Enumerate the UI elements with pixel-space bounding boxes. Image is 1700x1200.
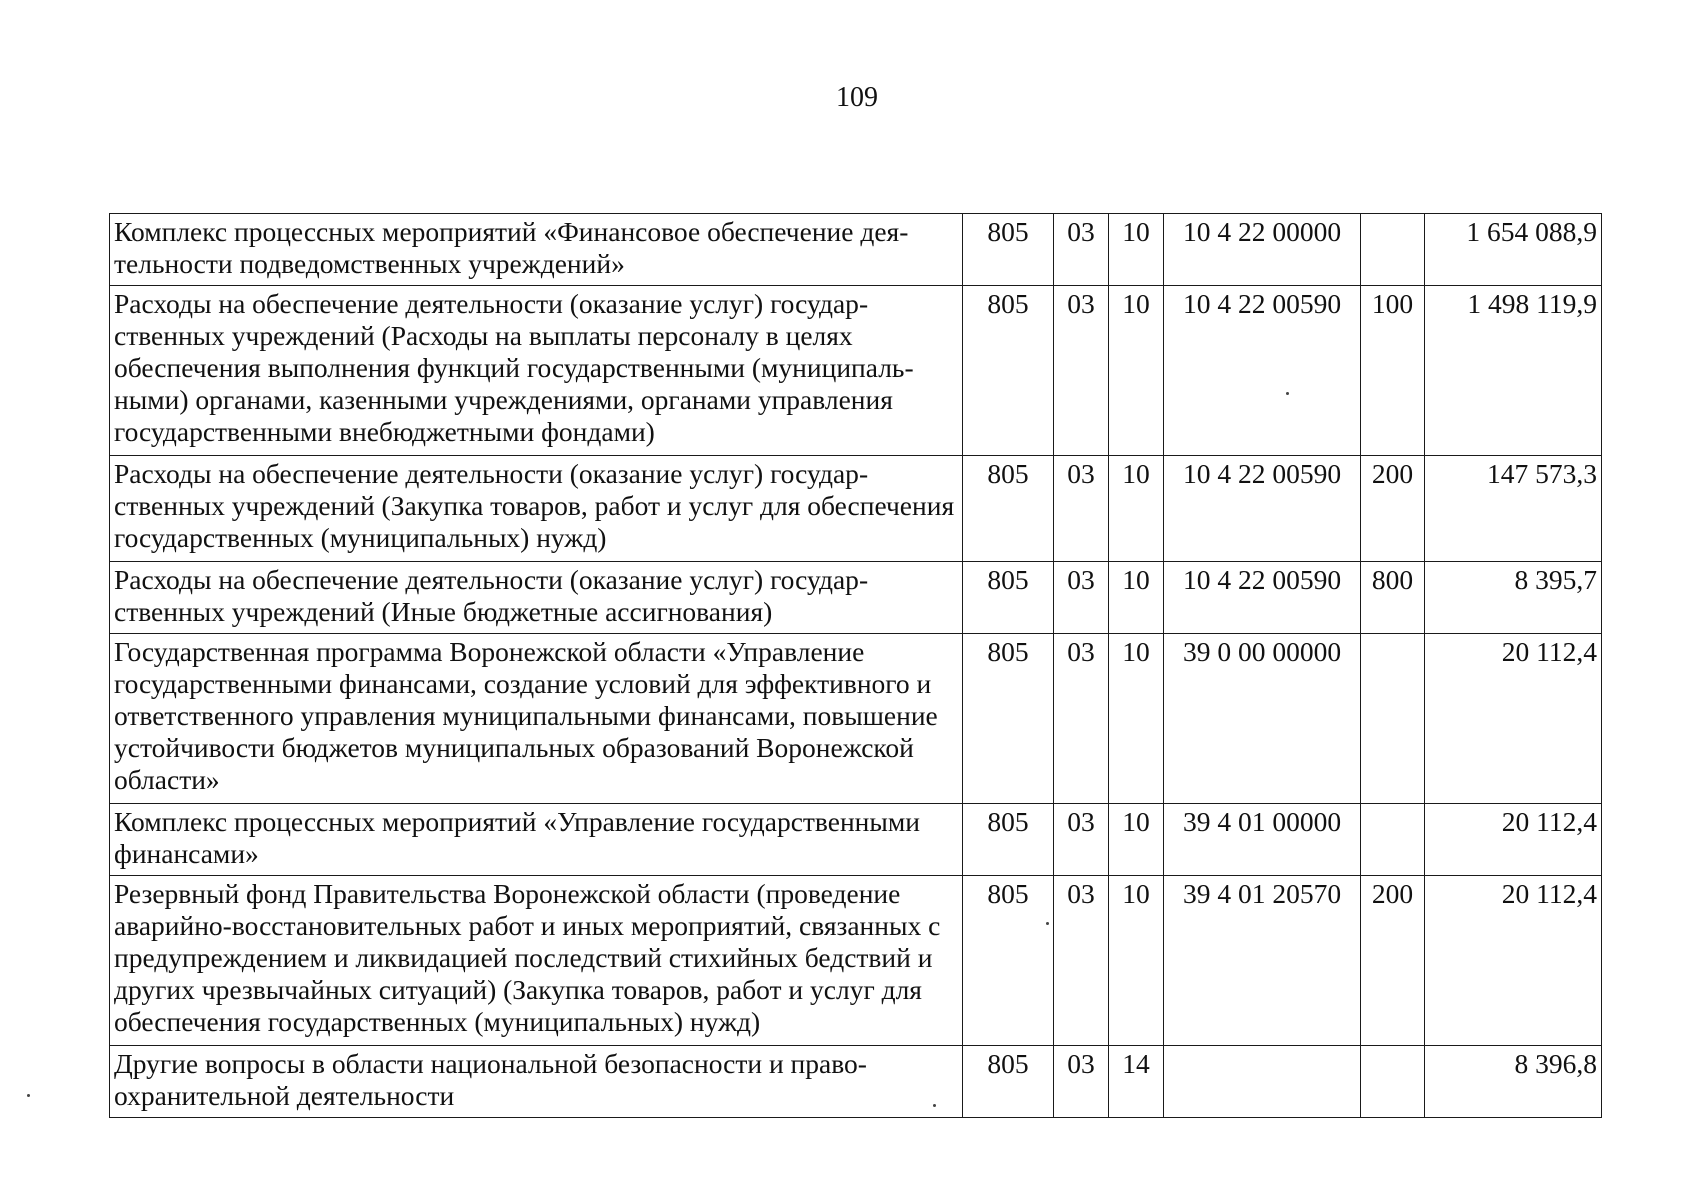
scan-speck [1286, 392, 1289, 395]
table-row [110, 214, 1602, 286]
row-name-cell: Другие вопросы в области национальной безопасности и правоохранительной деятельности [110, 1046, 963, 1118]
section-code-cell: 03 [1054, 286, 1109, 456]
budget-table-body [110, 214, 1602, 1118]
row-name-cell: Расходы на обеспечение деятельности (оказание услуг) государственных учреждений (Расходы на выплаты персоналу в целях обеспечения выполнения функций государственными (муниципальными) органами, казенными учреждениями, органами управления государственными внебюджетными фондами) [110, 286, 963, 456]
target-article-cell [1164, 1046, 1361, 1118]
subsection-code-cell: 10 [1109, 286, 1164, 456]
table-row [110, 804, 1602, 876]
section-code-cell: 03 [1054, 456, 1109, 562]
expense-type-cell [1361, 804, 1425, 876]
table-row [110, 876, 1602, 1046]
scan-speck [933, 1104, 936, 1107]
table-row [110, 634, 1602, 804]
table-row [110, 286, 1602, 456]
row-name-cell: Расходы на обеспечение деятельности (оказание услуг) государственных учреждений (Иные бюджетные ассигнования) [110, 562, 963, 634]
expense-type-cell: 100 [1361, 286, 1425, 456]
target-article-cell: 10 4 22 00590 [1164, 286, 1361, 456]
ministry-code-cell: 805 [963, 1046, 1054, 1118]
scan-speck [27, 1094, 30, 1097]
target-article-cell: 10 4 22 00000 [1164, 214, 1361, 286]
amount-cell: 20 112,4 [1425, 876, 1602, 1046]
amount-cell: 20 112,4 [1425, 804, 1602, 876]
expense-type-cell [1361, 1046, 1425, 1118]
section-code-cell: 03 [1054, 562, 1109, 634]
subsection-code-cell: 14 [1109, 1046, 1164, 1118]
amount-cell: 1 654 088,9 [1425, 214, 1602, 286]
expense-type-cell: 200 [1361, 456, 1425, 562]
row-name-cell: Расходы на обеспечение деятельности (оказание услуг) государственных учреждений (Закупка товаров, работ и услуг для обеспечения государственных (муниципальных) нужд) [110, 456, 963, 562]
table-row [110, 562, 1602, 634]
row-name-cell: Государственная программа Воронежской области «Управление государственными финансами, создание условий для эффективного и ответственного управления муниципальными финансами, повышение устойчивости бюджетов муниципальных образований Воронежской области» [110, 634, 963, 804]
target-article-cell: 10 4 22 00590 [1164, 456, 1361, 562]
amount-cell: 8 396,8 [1425, 1046, 1602, 1118]
ministry-code-cell: 805 [963, 214, 1054, 286]
table-row [110, 456, 1602, 562]
subsection-code-cell: 10 [1109, 804, 1164, 876]
target-article-cell: 39 0 00 00000 [1164, 634, 1361, 804]
subsection-code-cell: 10 [1109, 634, 1164, 804]
ministry-code-cell: 805 [963, 804, 1054, 876]
ministry-code-cell: 805 [963, 562, 1054, 634]
section-code-cell: 03 [1054, 876, 1109, 1046]
ministry-code-cell: 805 [963, 286, 1054, 456]
target-article-cell: 39 4 01 00000 [1164, 804, 1361, 876]
scan-speck [1046, 922, 1049, 925]
ministry-code-cell: 805 [963, 876, 1054, 1046]
target-article-cell: 39 4 01 20570 [1164, 876, 1361, 1046]
expense-type-cell [1361, 634, 1425, 804]
expense-type-cell: 200 [1361, 876, 1425, 1046]
target-article-cell: 10 4 22 00590 [1164, 562, 1361, 634]
table-row [110, 1046, 1602, 1118]
ministry-code-cell: 805 [963, 634, 1054, 804]
section-code-cell: 03 [1054, 1046, 1109, 1118]
subsection-code-cell: 10 [1109, 876, 1164, 1046]
section-code-cell: 03 [1054, 804, 1109, 876]
amount-cell: 1 498 119,9 [1425, 286, 1602, 456]
ministry-code-cell: 805 [963, 456, 1054, 562]
amount-cell: 20 112,4 [1425, 634, 1602, 804]
row-name-cell: Комплекс процессных мероприятий «Управление государственными финансами» [110, 804, 963, 876]
budget-table [109, 213, 1602, 1118]
subsection-code-cell: 10 [1109, 456, 1164, 562]
expense-type-cell [1361, 214, 1425, 286]
row-name-cell: Комплекс процессных мероприятий «Финансовое обеспечение деятельности подведомственных учреждений» [110, 214, 963, 286]
section-code-cell: 03 [1054, 214, 1109, 286]
section-code-cell: 03 [1054, 634, 1109, 804]
amount-cell: 147 573,3 [1425, 456, 1602, 562]
expense-type-cell: 800 [1361, 562, 1425, 634]
row-name-cell: Резервный фонд Правительства Воронежской области (проведение аварийно-восстановительных работ и иных мероприятий, связанных с предупреждением и ликвидацией последствий стихийных бедствий и других чрезвычайных ситуаций) (Закупка товаров, работ и услуг для обеспечения государственных (муниципальных) нужд) [110, 876, 963, 1046]
page-number: 109 [836, 82, 878, 113]
subsection-code-cell: 10 [1109, 214, 1164, 286]
subsection-code-cell: 10 [1109, 562, 1164, 634]
amount-cell: 8 395,7 [1425, 562, 1602, 634]
